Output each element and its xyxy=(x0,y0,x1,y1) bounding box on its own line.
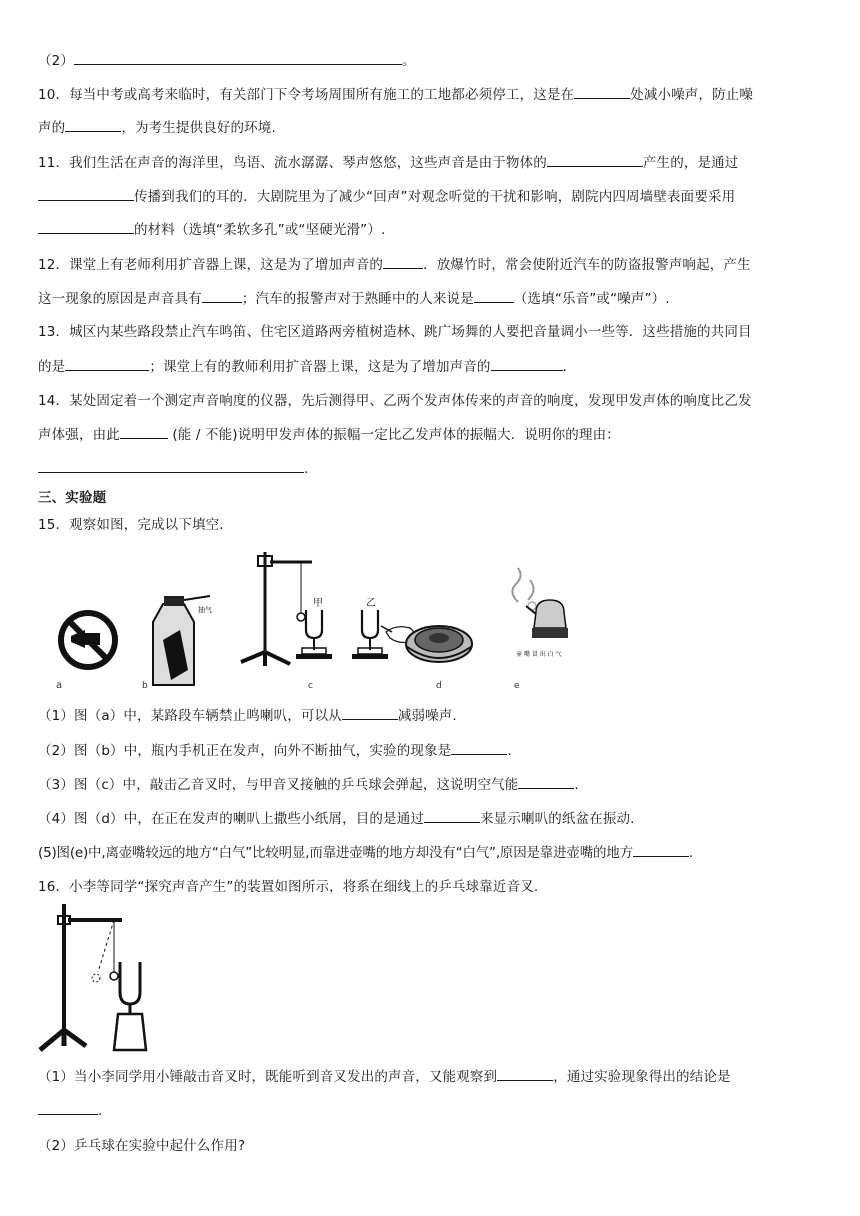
answer-blank[interactable] xyxy=(38,1100,98,1115)
q12-text: （选填“乐音”或“噪声”）. xyxy=(513,291,670,307)
q16-intro: 16．小李等同学“探究声音产生”的装置如图所示，将系在细线上的乒乓球靠近音叉. xyxy=(38,879,539,895)
q13-text: . xyxy=(562,359,568,375)
answer-blank[interactable] xyxy=(518,774,574,789)
svg-text:抽气: 抽气 xyxy=(198,606,212,614)
bell-jar-phone-icon xyxy=(153,596,212,685)
q13-line-2 xyxy=(38,356,836,377)
q16-text: ，通过实验现象得出的结论是 xyxy=(553,1069,731,1085)
q12-line-1 xyxy=(38,254,836,275)
tuning-fork-apparatus-icon xyxy=(241,552,415,666)
q10-text: 10．每当中考或高考来临时，有关部门下令考场周围所有施工的工地都必须停工，这是在 xyxy=(38,87,575,103)
q15-text: （4）图（d）中，在正在发声的喇叭上撒些小纸屑，目的是通过 xyxy=(38,811,425,827)
answer-blank[interactable] xyxy=(424,808,480,823)
q15-text: (5)图(e)中,离壶嘴较远的地方“白气”比较明显,而靠进壶嘴的地方却没有“白气”,原因是靠进壶嘴的地方 xyxy=(38,845,633,861)
q15-sub4 xyxy=(38,808,836,829)
answer-blank[interactable] xyxy=(574,84,630,99)
q15-figure xyxy=(38,540,590,695)
answer-blank[interactable] xyxy=(474,288,514,303)
q10-line-1 xyxy=(38,84,836,105)
q16-text: . xyxy=(98,1103,103,1119)
fig-label-d: d xyxy=(436,681,442,691)
q13-text: 13．城区内某些路段禁止汽车鸣笛、住宅区道路两旁植树造林、跳广场舞的人要把音量调小一些等．这些措施的共同目 xyxy=(38,324,752,340)
q14-text: 声体强，由此 xyxy=(38,427,120,443)
q12-text: ．放爆竹时，常会使附近汽车的防盗报警声响起，产生 xyxy=(423,257,751,273)
answer-blank[interactable] xyxy=(451,740,507,755)
answer-blank[interactable] xyxy=(120,424,168,439)
answer-blank[interactable] xyxy=(74,50,402,65)
q16-sub1-cont xyxy=(38,1100,836,1121)
q12-text: 12．课堂上有老师利用扩音器上课，这是为了增加声音的 xyxy=(38,257,384,273)
answer-blank[interactable] xyxy=(38,186,134,201)
q11-line-2 xyxy=(38,186,836,207)
answer-blank[interactable] xyxy=(633,842,689,857)
q15-text: 来显示喇叭的纸盆在振动. xyxy=(480,811,635,827)
q9-sub2-suffix: 。 xyxy=(402,53,416,69)
q11-text: 产生的，是通过 xyxy=(642,155,739,171)
q13-line-1 xyxy=(38,322,836,342)
svg-text:壶 嘴 冒 出 白 气: 壶 嘴 冒 出 白 气 xyxy=(516,651,562,658)
q11-text: 11．我们生活在声音的海洋里，鸟语、流水潺潺、琴声悠悠，这些声音是由于物体的 xyxy=(38,155,547,171)
q9-sub2-line xyxy=(38,50,836,71)
answer-blank[interactable] xyxy=(547,152,643,167)
fig-label-e: e xyxy=(514,681,520,691)
fig-label-a: a xyxy=(56,680,63,691)
q15-intro: 15．观察如图，完成以下填空. xyxy=(38,517,224,533)
q15-sub5 xyxy=(38,842,836,863)
q15-text: 减弱噪声. xyxy=(397,708,457,724)
answer-blank[interactable] xyxy=(342,705,398,720)
kettle-steam-icon xyxy=(512,568,568,658)
q14-line-1 xyxy=(38,391,836,411)
q12-text: ；汽车的报警声对于熟睡中的人来说是 xyxy=(241,291,474,307)
q15-sub3 xyxy=(38,774,836,795)
q12-text: 这一现象的原因是声音具有 xyxy=(38,291,202,307)
fig-label-c: c xyxy=(308,681,313,691)
answer-blank[interactable] xyxy=(38,219,134,234)
q14-line-2 xyxy=(38,424,836,445)
q16-sub2: （2）乒乓球在实验中起什么作用? xyxy=(38,1138,246,1154)
no-horn-sign-icon xyxy=(61,613,115,667)
answer-blank[interactable] xyxy=(38,458,304,473)
q11-line-1 xyxy=(38,152,836,173)
answer-blank[interactable] xyxy=(383,254,423,269)
q15-text: . xyxy=(507,743,512,759)
q15-text: （2）图（b）中，瓶内手机正在发声，向外不断抽气，实验的现象是 xyxy=(38,743,452,759)
fig-label-yi: 乙 xyxy=(366,598,376,609)
q10-text: ，为考生提供良好的环境. xyxy=(121,120,276,136)
q16-sub1 xyxy=(38,1066,836,1087)
answer-blank[interactable] xyxy=(65,117,121,132)
q11-text: 传播到我们的耳的．大剧院里为了减少“回声”对观念听觉的干扰和影响，剧院内四周墙壁表面要采用 xyxy=(134,189,736,205)
fig-label-jia: 甲 xyxy=(313,598,323,609)
q11-line-3 xyxy=(38,219,836,240)
q13-text: ；课堂上有的教师利用扩音器上课，这是为了增加声音的 xyxy=(149,359,491,375)
q15-text: . xyxy=(688,845,694,861)
q11-text: 的材料（选填“柔软多孔”或“坚硬光滑”）. xyxy=(134,222,386,238)
q15-text: （3）图（c）中，敲击乙音叉时，与甲音叉接触的乒乓球会弹起，这说明空气能 xyxy=(38,777,519,793)
tuning-fork-pendulum-icon xyxy=(38,900,150,1056)
q12-line-2 xyxy=(38,288,836,309)
q9-sub2-prefix: （2） xyxy=(38,53,75,69)
q14-line-3 xyxy=(38,458,836,479)
q14-text: . xyxy=(304,461,309,477)
q14-text: 14．某处固定着一个测定声音响度的仪器，先后测得甲、乙两个发声体传来的声音的响度，发现甲发声体的响度比乙发 xyxy=(38,393,752,409)
answer-blank[interactable] xyxy=(497,1066,553,1081)
q10-text: 声的 xyxy=(38,120,66,136)
q16-text: （1）当小李同学用小锤敲击音叉时，既能听到音叉发出的声音，又能观察到 xyxy=(38,1069,498,1085)
q14-text: (能 / 不能)说明甲发声体的振幅一定比乙发声体的振幅大．说明你的理由： xyxy=(167,427,620,443)
q16-figure xyxy=(38,900,150,1056)
q15-text: . xyxy=(574,777,579,793)
section-heading: 三、实验题 xyxy=(38,490,107,506)
q15-text: （1）图（a）中，某路段车辆禁止鸣喇叭，可以从 xyxy=(38,708,342,724)
q13-text: 的是 xyxy=(38,359,66,375)
q15-sub1 xyxy=(38,705,836,726)
answer-blank[interactable] xyxy=(491,356,563,371)
answer-blank[interactable] xyxy=(65,356,149,371)
answer-blank[interactable] xyxy=(202,288,242,303)
speaker-icon xyxy=(406,626,472,662)
q15-sub2 xyxy=(38,740,836,761)
q10-text: 处减小噪声，防止噪 xyxy=(630,87,754,103)
q15-figure-svg xyxy=(38,540,590,695)
q10-line-2 xyxy=(38,117,836,138)
fig-label-b: b xyxy=(142,681,148,691)
